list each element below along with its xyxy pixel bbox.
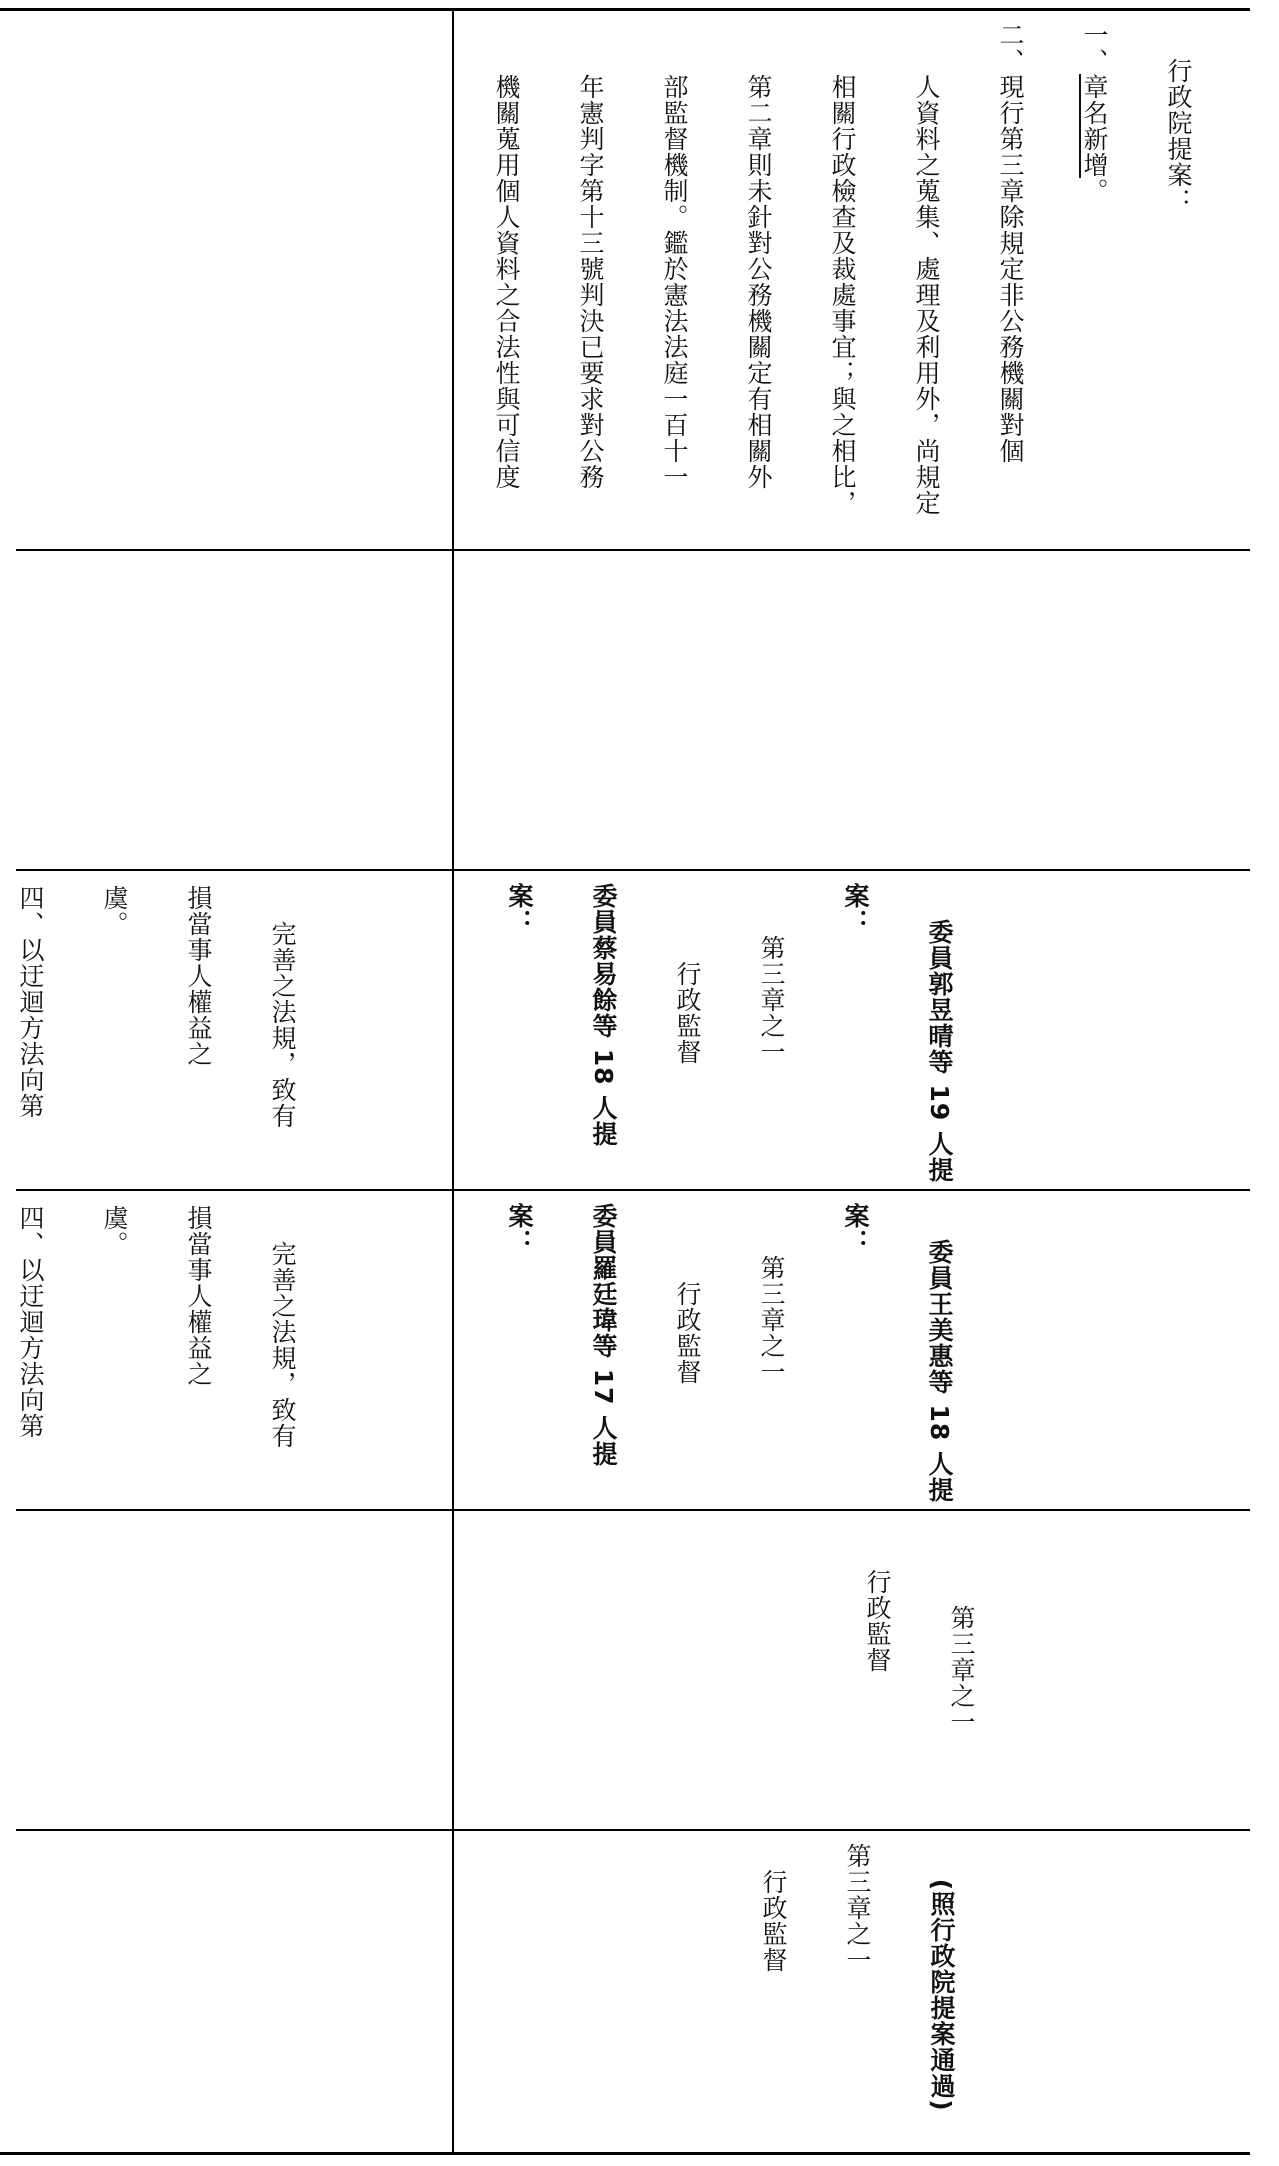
item2-line: 部監督機制。鑑於憲法法庭一百十一 <box>660 74 689 490</box>
reason-line: 完善之法規，致有 <box>268 1240 297 1449</box>
member-proposals-cell-a <box>455 871 1250 1189</box>
table-top-rule <box>0 8 1250 11</box>
item2-line: 相關行政檢查及裁處事宜；與之相比， <box>828 74 857 516</box>
item2-line: 二、現行第三章除規定非公務機關對個 <box>996 22 1025 464</box>
reason-line: 虞。 <box>100 885 129 937</box>
chapter-line: 行政監督 <box>673 1281 702 1385</box>
chapter-line: 行政監督 <box>673 961 702 1065</box>
member-proposal-header: 案： <box>841 883 870 935</box>
reason-cell-a <box>16 871 452 1189</box>
reason-line: 損當事人權益之 <box>184 1205 213 1387</box>
member-proposal-header: 案： <box>505 1203 534 1255</box>
member-proposals-text-a <box>455 883 1002 1183</box>
decision-cell <box>455 1831 1250 2151</box>
row-divider-1 <box>16 549 1250 551</box>
chapter-line: 行政監督 <box>863 1569 892 1673</box>
reason-line: 損當事人權益之 <box>184 885 213 1067</box>
chapter-line: 第三章之一 <box>757 935 786 1065</box>
explanation-cell <box>455 12 1250 548</box>
current-provision-cell <box>455 1511 1250 1829</box>
member-proposals-text-b <box>455 1203 1002 1503</box>
decision-header: (照行政院提案通過) <box>927 1878 956 2112</box>
reason-cell-b <box>16 1191 452 1509</box>
item1-suffix: 。 <box>1080 178 1109 204</box>
chapter-line: 行政監督 <box>759 1869 788 1973</box>
reason-line: 四、以迂迴方法向第 <box>16 1205 45 1439</box>
item1-underlined: 章名新增 <box>1080 74 1109 178</box>
reason-text-a <box>16 885 345 1185</box>
reason-line: 虞。 <box>100 1205 129 1257</box>
member-proposal-header: 委員郭昱晴等 19 人提 <box>925 918 954 1183</box>
current-provision-text <box>814 1569 1024 1819</box>
member-proposal-header: 委員蔡易餘等 18 人提 <box>589 883 618 1148</box>
member-proposal-header: 委員羅廷瑋等 17 人提 <box>589 1203 618 1468</box>
member-proposal-header: 案： <box>505 883 534 935</box>
table-bottom-rule <box>0 2152 1250 2155</box>
item2-line: 機關蒐用個人資料之合法性與可信度 <box>492 74 521 490</box>
proposal-header: 行政院提案： <box>1164 57 1193 214</box>
reason-text-b <box>16 1205 345 1505</box>
chapter-line: 第三章之一 <box>843 1843 872 1973</box>
chapter-line: 第三章之一 <box>757 1255 786 1385</box>
decision-text <box>710 1843 1004 2143</box>
explanation-text <box>455 22 1241 542</box>
reason-line: 四、以迂迴方法向第 <box>16 885 45 1119</box>
item2-line: 人資料之蒐集、處理及利用外，尚規定 <box>912 74 941 516</box>
item2-line: 年憲判字第十三號判決已要求對公務 <box>576 74 605 490</box>
chapter-line: 第三章之一 <box>947 1604 976 1735</box>
item2-line: 第二章則未針對公務機關定有相關外 <box>744 74 773 490</box>
member-proposal-header: 案： <box>841 1203 870 1255</box>
member-proposals-cell-b <box>455 1191 1250 1509</box>
member-proposal-header: 委員王美惠等 18 人提 <box>925 1238 954 1503</box>
column-divider-main <box>452 10 454 2153</box>
reason-line: 完善之法規，致有 <box>268 920 297 1129</box>
item1-prefix: 一、 <box>1080 22 1109 74</box>
